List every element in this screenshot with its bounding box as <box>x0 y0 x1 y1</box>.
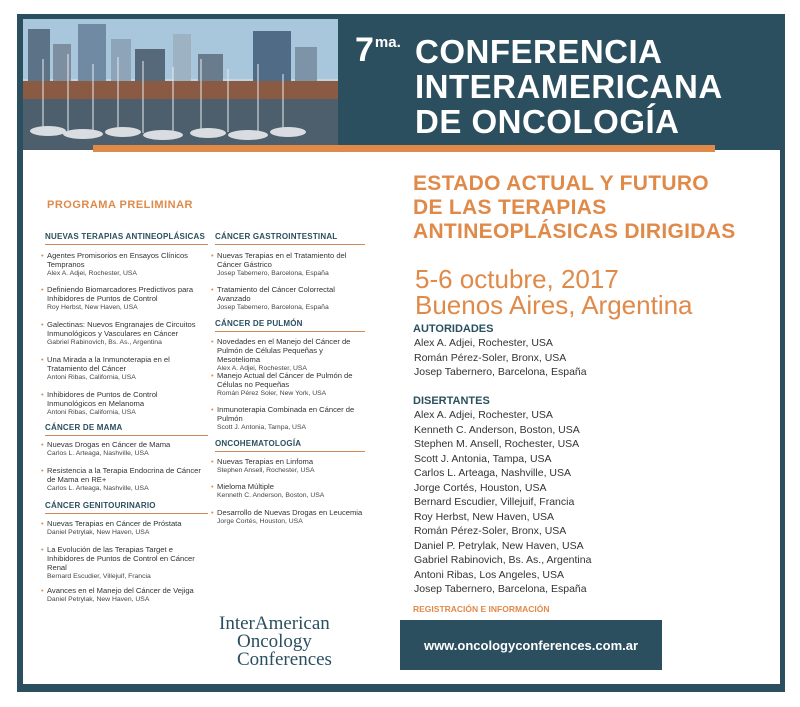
program-item-title: Definiendo Biomarcadores Predictivos para Inhibidores de Puntos de Control <box>47 285 194 303</box>
program-item-speaker: Antoni Ribas, California, USA <box>47 409 136 416</box>
bullet-icon: • <box>41 355 44 364</box>
section-heading: CÁNCER DE PULMÓN <box>215 319 303 328</box>
program-item-title: Nuevas Drogas en Cáncer de Mama <box>47 440 171 449</box>
program-item-title: Galectinas: Nuevos Engranajes de Circuitos Inmunológicos y Vasculares en Cáncer <box>47 320 196 338</box>
program-item <box>211 251 365 278</box>
logo-line-1: InterAmerican <box>219 613 330 634</box>
bullet-icon: • <box>41 545 44 554</box>
subtitle-line-3: ANTINEOPLÁSICAS DIRIGIDAS <box>413 220 736 243</box>
bullet-icon: • <box>41 285 44 294</box>
program-item <box>211 508 365 526</box>
program-item <box>41 586 208 604</box>
subtitle-line-2: DE LAS TERAPIAS <box>413 196 607 219</box>
conference-title-line-1: CONFERENCIA <box>415 33 663 70</box>
program-item-title: Tratamiento del Cáncer Colorrectal Avanzado <box>217 285 335 303</box>
program-item-speaker: Gabriel Rabinovich, Bs. As., Argentina <box>47 339 162 346</box>
edition-ordinal: $7^{ma.}$ <box>355 31 401 69</box>
interamerican-oncology-logo <box>215 615 332 669</box>
program-item-title: Avances en el Manejo del Cáncer de Vejiga <box>47 586 194 595</box>
disertantes-heading: DISERTANTES <box>413 395 490 407</box>
section-divider <box>215 244 365 245</box>
program-item-speaker: Alex A. Adjei, Rochester, USA <box>47 270 137 277</box>
program-item <box>41 466 208 493</box>
section-heading: ONCOHEMATOLOGÍA <box>215 439 302 448</box>
program-item <box>41 285 208 312</box>
bullet-icon: • <box>41 440 44 449</box>
program-item-speaker: Jorge Cortés, Houston, USA <box>217 518 303 525</box>
program-item <box>41 519 208 537</box>
bullet-icon: • <box>211 457 214 466</box>
program-item-speaker: Roy Herbst, New Haven, USA <box>47 304 138 311</box>
conference-title-line-2: INTERAMERICANA <box>415 68 723 105</box>
bullet-icon: • <box>211 482 214 491</box>
program-item-speaker: Román Pérez Soler, New York, USA <box>217 390 327 397</box>
bullet-icon: • <box>211 285 214 294</box>
program-item <box>41 545 208 581</box>
harbor-city-photo <box>23 19 338 150</box>
event-dates: 5-6 octubre, 2017 <box>415 264 619 294</box>
program-item-speaker: Josep Tabernero, Barcelona, España <box>217 304 329 311</box>
bullet-icon: • <box>41 251 44 260</box>
bullet-icon: • <box>41 466 44 475</box>
program-item-speaker: Scott J. Antonia, Tampa, USA <box>217 424 307 431</box>
person-entry: Román Pérez-Soler, Bronx, USA <box>414 351 567 364</box>
program-item-title: La Evolución de las Terapias Target e Inhibidores de Puntos de Control en Cáncer Renal <box>47 545 195 572</box>
program-item <box>211 371 365 398</box>
program-item-speaker: Daniel Petrylak, New Haven, USA <box>47 529 150 536</box>
program-item-title: Mieloma Múltiple <box>217 482 274 491</box>
person-entry: Alex A. Adjei, Rochester, USA <box>414 337 553 349</box>
person-entry: Jorge Cortés, Houston, USA <box>414 481 547 494</box>
section-heading: CÁNCER DE MAMA <box>45 423 123 432</box>
program-item-title: Nuevas Terapias en el Tratamiento del Cáncer Gástrico <box>217 251 347 269</box>
person-entry: Antoni Ribas, Los Angeles, USA <box>414 568 565 581</box>
section-divider <box>215 331 365 332</box>
program-item-speaker: Daniel Petrylak, New Haven, USA <box>47 596 150 603</box>
program-item <box>211 337 365 373</box>
website-url[interactable]: www.oncologyconferences.com.ar <box>423 637 639 653</box>
registration-label: REGISTRACIÓN E INFORMACIÓN <box>413 604 550 614</box>
programa-heading: PROGRAMA PRELIMINAR <box>47 199 193 211</box>
accent-bar <box>93 145 715 152</box>
person-entry: Josep Tabernero, Barcelona, España <box>414 366 587 378</box>
autoridades-heading: AUTORIDADES <box>413 323 494 335</box>
bullet-icon: • <box>211 337 214 346</box>
person-entry: Gabriel Rabinovich, Bs. As., Argentina <box>414 554 592 566</box>
program-item-speaker: Carlos L. Arteaga, Nashville, USA <box>47 450 149 457</box>
program-item-title: Inhibidores de Puntos de Control Inmunológicos en Melanoma <box>47 390 158 408</box>
person-entry: Roy Herbst, New Haven, USA <box>414 510 555 523</box>
person-entry: Stephen M. Ansell, Rochester, USA <box>414 438 580 450</box>
program-item-title: Nuevas Terapias en Linfoma <box>217 457 314 466</box>
bullet-icon: • <box>211 371 214 380</box>
person-entry: Daniel P. Petrylak, New Haven, USA <box>414 539 584 552</box>
section-divider <box>45 435 208 436</box>
person-entry: Alex A. Adjei, Rochester, USA <box>414 409 553 421</box>
program-item-title: Novedades en el Manejo del Cáncer de Pulmón de Células Pequeñas y Mesotelioma <box>217 337 351 364</box>
program-item <box>211 405 365 432</box>
bullet-icon: • <box>211 405 214 414</box>
program-item-title: Nuevas Terapias en Cáncer de Próstata <box>47 519 182 528</box>
program-item-speaker: Josep Tabernero, Barcelona, España <box>217 270 329 277</box>
bullet-icon: • <box>211 251 214 260</box>
section-divider <box>215 451 365 452</box>
program-item-title: Resistencia a la Terapia Endocrina de Cáncer de Mama en RE+ <box>47 466 201 484</box>
program-item <box>41 440 208 458</box>
bullet-icon: • <box>41 519 44 528</box>
program-item <box>211 285 365 312</box>
conference-title-line-3: DE ONCOLOGÍA <box>415 103 680 140</box>
program-item-speaker: Kenneth C. Anderson, Boston, USA <box>217 492 325 499</box>
program-item-title: Inmunoterapia Combinada en Cáncer de Pulmón <box>217 405 355 423</box>
bullet-icon: • <box>41 390 44 399</box>
person-entry: Scott J. Antonia, Tampa, USA <box>414 452 552 465</box>
person-entry: Román Pérez-Soler, Bronx, USA <box>414 525 567 537</box>
program-item-speaker: Bernard Escudier, Villejuif, Francia <box>47 573 151 580</box>
logo-line-2: Oncology <box>237 631 312 652</box>
person-entry: Carlos L. Arteaga, Nashville, USA <box>414 467 571 479</box>
bullet-icon: • <box>211 508 214 517</box>
person-entry: Josep Tabernero, Barcelona, España <box>414 583 587 595</box>
program-item-speaker: Stephen Ansell, Rochester, USA <box>217 467 315 474</box>
program-item <box>41 355 208 382</box>
program-item-title: Una Mirada a la Inmunoterapia en el Tratamiento del Cáncer <box>47 355 170 373</box>
section-heading: NUEVAS TERAPIAS ANTINEOPLÁSICAS <box>45 232 205 241</box>
program-item-speaker: Antoni Ribas, California, USA <box>47 374 136 381</box>
person-entry: Bernard Escudier, Villejuif, Francia <box>414 496 575 508</box>
program-item-title: Desarrollo de Nuevas Drogas en Leucemia <box>217 508 363 517</box>
program-item <box>41 390 208 417</box>
section-divider <box>45 244 208 245</box>
logo-line-3: Conferences <box>237 649 332 670</box>
bullet-icon: • <box>41 586 44 595</box>
person-entry: Kenneth C. Anderson, Boston, USA <box>414 423 580 436</box>
section-heading: CÁNCER GENITOURINARIO <box>45 501 156 510</box>
website-link[interactable] <box>400 620 662 670</box>
bullet-icon: • <box>41 320 44 329</box>
program-item-title: Manejo Actual del Cáncer de Pulmón de Células no Pequeñas <box>217 371 353 389</box>
section-heading: CÁNCER GASTROINTESTINAL <box>215 232 338 241</box>
program-item-speaker: Alex A. Adjei, Rochester, USA <box>217 365 307 372</box>
program-item <box>211 482 365 500</box>
program-item-title: Agentes Promisorios en Ensayos Clínicos Tempranos <box>47 251 188 269</box>
event-location: Buenos Aires, Argentina <box>415 290 693 320</box>
program-item <box>211 457 365 475</box>
program-item <box>41 251 208 278</box>
program-item <box>41 320 208 347</box>
program-item-speaker: Carlos L. Arteaga, Nashville, USA <box>47 485 149 492</box>
section-divider <box>45 513 208 514</box>
subtitle-line-1: ESTADO ACTUAL Y FUTURO <box>413 172 709 195</box>
